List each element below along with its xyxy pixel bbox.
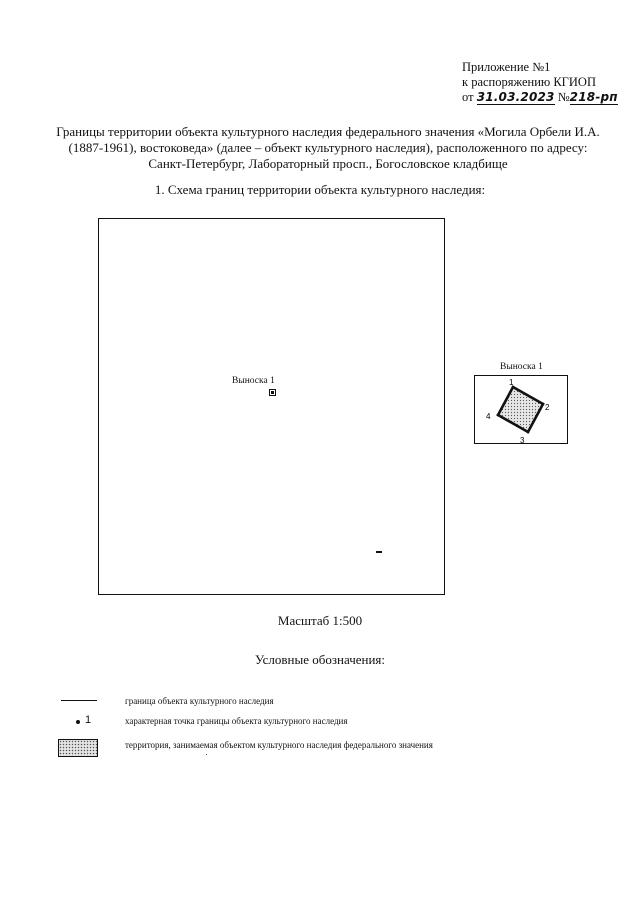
map-callout-label: Выноска 1 xyxy=(232,376,275,386)
boundary-point-3 xyxy=(527,431,530,434)
point-label-1: 1 xyxy=(509,378,514,387)
appendix-date: 31.03.2023 xyxy=(476,90,555,104)
heritage-territory-polygon xyxy=(498,387,543,432)
section-heading: 1. Схема границ территории объекта культурного наследия: xyxy=(154,182,486,197)
legend-item-territory: территория, занимаемая объектом культурного наследия федерального значения xyxy=(125,740,433,750)
legend-heading: Условные обозначения: xyxy=(254,652,386,667)
boundary-map-frame xyxy=(98,218,445,595)
legend-boundary-line-symbol xyxy=(61,700,97,701)
appendix-order-ref: к распоряжению КГИОП xyxy=(462,75,596,89)
point-label-2: 2 xyxy=(545,403,550,412)
boundary-point-4 xyxy=(497,414,500,417)
legend-point-symbol xyxy=(76,720,80,724)
legend-item-boundary: граница объекта культурного наследия xyxy=(125,696,274,706)
inset-title: Выноска 1 xyxy=(500,362,543,372)
callout-marker-icon xyxy=(269,389,276,396)
point-label-4: 4 xyxy=(486,412,491,421)
appendix-title: Приложение №1 xyxy=(462,60,551,74)
inset-boundary-diagram xyxy=(474,375,568,444)
map-mark xyxy=(376,551,382,553)
number-prefix: № xyxy=(557,90,570,104)
point-label-3: 3 xyxy=(520,436,525,444)
date-prefix: от xyxy=(462,90,474,104)
legend-point-number: 1 xyxy=(85,714,92,726)
title-line-2: (1887-1961), востоковеда» (далее – объект культурного наследия), расположенного по адресу: xyxy=(68,140,588,155)
scan-speck xyxy=(206,754,207,755)
title-line-3: Санкт-Петербург, Лабораторный просп., Богословское кладбище xyxy=(148,156,508,171)
appendix-number: 218-рп xyxy=(569,90,618,104)
appendix-date-line xyxy=(462,90,618,105)
appendix-header xyxy=(462,60,618,105)
document-title xyxy=(30,124,626,172)
boundary-point-2 xyxy=(542,403,545,406)
map-scale: Масштаб 1:500 xyxy=(277,613,363,628)
title-line-1: Границы территории объекта культурного наследия федерального значения «Могила Орбели И.А. xyxy=(56,124,600,139)
legend-item-point: характерная точка границы объекта культурного наследия xyxy=(125,716,348,726)
legend-territory-symbol xyxy=(58,739,98,757)
